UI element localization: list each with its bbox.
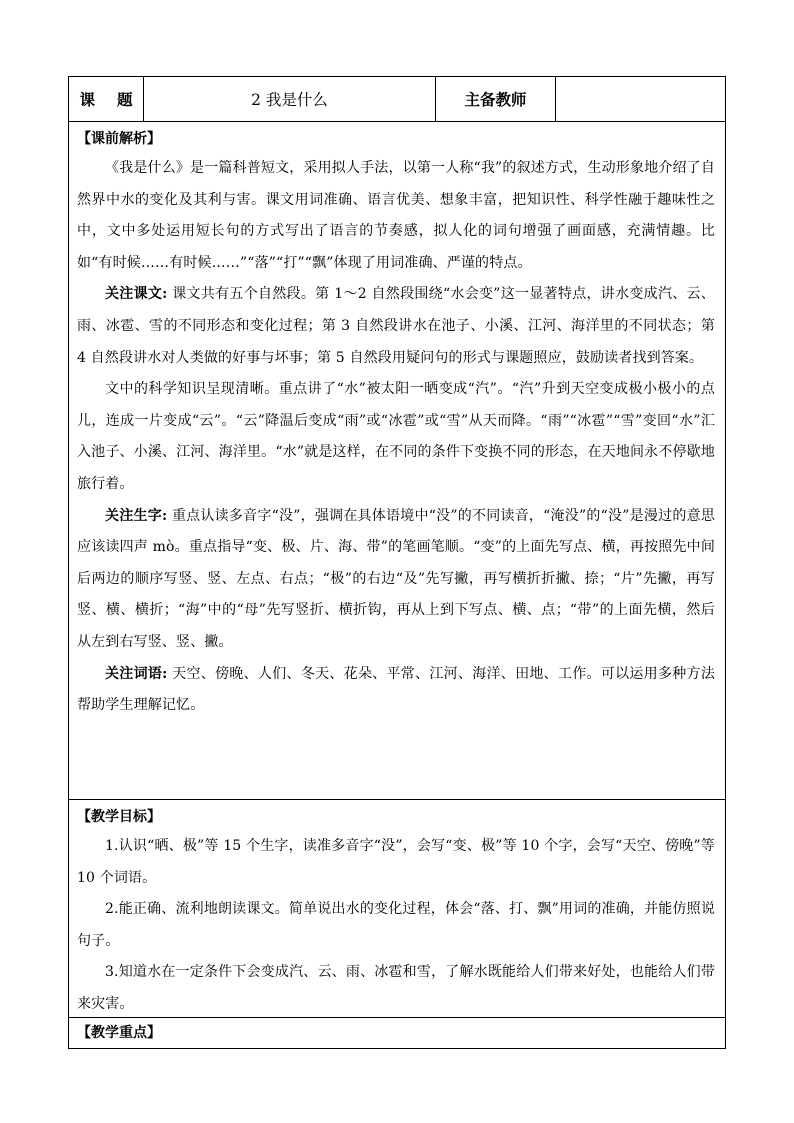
topic-label-char-2: 题 <box>117 90 133 109</box>
teaching-goals-heading: 【教学目标】 <box>77 809 161 825</box>
focus-text-body: 课文共有五个自然段。第 1～2 自然段围绕“水会变”这一显著特点，讲水变成汽、云、雨、冰雹、雪的不同形态和变化过程；第 3 自然段讲水在池子、小溪、江河、海洋里的不同状态；第 4 自然段讲水对人类做的好事与坏事；第 5 自然段用疑问句的形式与课题照应，鼓励读者找到答案。 <box>77 286 716 366</box>
lesson-title: 2 我是什么 <box>144 77 436 121</box>
lead-teacher-value <box>556 77 725 121</box>
teaching-goal-3: 3.知道水在一定条件下会变成汽、云、雨、冰雹和雪，了解水既能给人们带来好处，也能给人们带来灾害。 <box>77 964 715 1012</box>
teaching-goal-2: 2.能正确、流利地朗读课文。简单说出水的变化过程，体会“落、打、飘”用词的准确，并能仿照说句子。 <box>77 901 715 949</box>
pre-class-analysis-section <box>69 122 725 800</box>
analysis-paragraph-3: 文中的科学知识呈现清晰。重点讲了“水”被太阳一晒变成“汽”。“汽”升到天空变成极小极小的点儿，连成一片变成“云”。“云”降温后变成“雨”或“冰雹”或“雪”从天而降。“雨”“冰雹”“雪”变回“水”汇入池子、小溪、江河、海洋里。“水”就是这样，在不同的条件下变换不同的形态，在天地间永不停歇地旅行着。 <box>77 381 715 492</box>
focus-words-body: 天空、傍晚、人们、冬天、花朵、平常、江河、海洋、田地、工作。可以运用多种方法帮助学生理解记忆。 <box>77 665 715 714</box>
teaching-goal-1: 1.认识“晒、极”等 15 个生字，读准多音字“没”，会写“变、极”等 10 个字，会写“天空、傍晚”等 10 个词语。 <box>77 838 715 886</box>
topic-label <box>69 77 144 121</box>
teaching-focus-heading: 【教学重点】 <box>77 1025 161 1041</box>
lesson-plan-table <box>68 76 726 1049</box>
topic-label-char-1: 课 <box>79 90 95 109</box>
pre-class-analysis-heading: 【课前解析】 <box>77 131 161 147</box>
analysis-paragraph-1: 《我是什么》是一篇科普短文，采用拟人手法，以第一人称“我”的叙述方式，生动形象地介绍了自然界中水的变化及其利与害。课文用词准确、语言优美、想象丰富，把知识性、科学性融于趣味性之中，文中多处运用短长句的方式写出了语言的节奏感，拟人化的词句增强了画面感，充满情趣。比如“有时候……有时候……”“落”“打”“飘”体现了用词准确、严谨的特点。 <box>77 160 715 271</box>
analysis-paragraph-4 <box>77 501 715 659</box>
focus-characters-label: 关注生字: <box>105 507 168 524</box>
lead-teacher-label: 主备教师 <box>436 77 556 121</box>
teaching-focus-section <box>69 1018 725 1048</box>
focus-words-label: 关注词语: <box>105 665 168 682</box>
focus-text-label: 关注课文: <box>105 286 168 303</box>
analysis-paragraph-5 <box>77 659 715 722</box>
focus-characters-body: 重点认读多音字“没”，强调在具体语境中“没”的不同读音，“淹没”的“没”是漫过的意思应该读四声 mò。重点指导“变、极、片、海、带”的笔画笔顺。“变”的上面先写点、横，再按照先中间后两边的顺序写竖、竖、左点、右点；“极”的右边“及”先写撇，再写横折折撇、捺；“片”先撇，再写竖、横、横折；“海”中的“母”先写竖折、横折钩，再从上到下写点、横、点；“带”的上面先横，然后从左到右写竖、竖、撇。 <box>77 507 716 650</box>
analysis-paragraph-2 <box>77 279 715 374</box>
teaching-goals-section <box>69 800 725 1018</box>
header-row <box>69 77 725 122</box>
